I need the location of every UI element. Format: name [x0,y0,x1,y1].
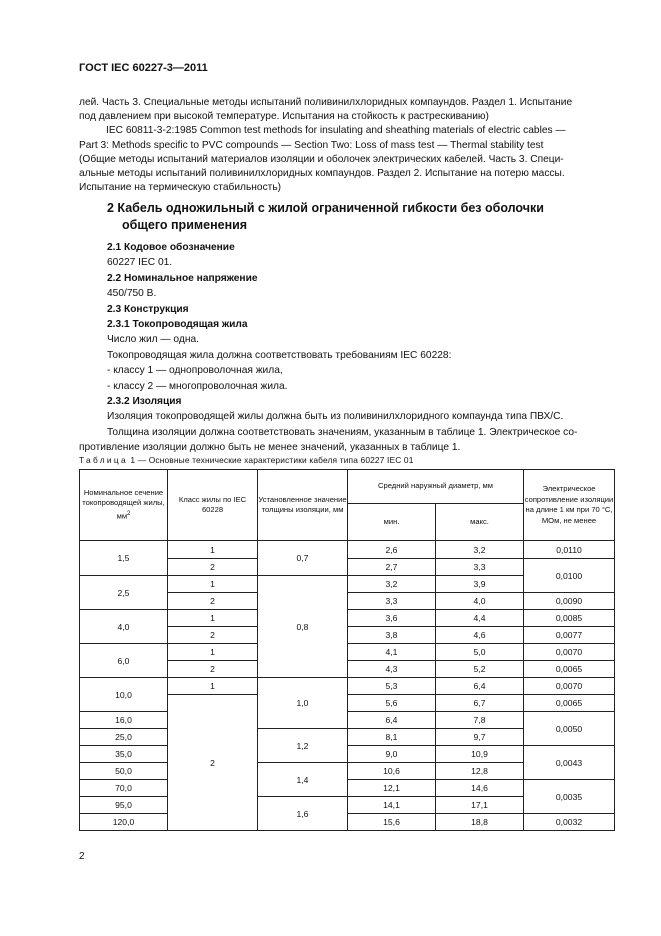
cell-class: 1 [168,644,258,661]
cell-max: 17,1 [436,797,524,814]
list-item: - классу 1 — однопроволочная жила, [107,365,283,377]
section-title-line: 2 Кабель одножильный с жилой ограниченной гибкости без оболочки [107,201,544,215]
cell-min: 10,6 [348,763,436,780]
intro-line: Испытание на термическую стабильность) [79,182,282,194]
section-title-line: общего применения [122,218,248,232]
cell-min: 6,4 [348,712,436,729]
cell-class: 2 [168,627,258,644]
cell-max: 3,3 [436,559,524,576]
data-table [79,469,615,831]
section-title [107,200,544,234]
cell-section: 2,5 [80,576,168,610]
cell-min: 9,0 [348,746,436,763]
cell-min: 5,3 [348,678,436,695]
cell-section: 16,0 [80,712,168,729]
body-line: 450/750 В. [107,288,157,300]
cell-class: 1 [168,610,258,627]
intro-text [79,96,614,195]
list-item: - классу 2 — многопроволочная жила. [107,380,288,392]
cell-min: 3,3 [348,593,436,610]
cell-min: 15,6 [348,814,436,831]
cell-min: 3,6 [348,610,436,627]
table-row [80,644,615,661]
table-caption-text: 1 — Основные технические характеристики кабеля типа 60227 IEC 01 [127,455,414,465]
header-min: мин. [348,504,436,541]
cell-min: 14,1 [348,797,436,814]
cell-max: 7,8 [436,712,524,729]
intro-line: лей. Часть 3. Специальные методы испытаний поливинилхлоридных компаундов. Раздел 1. Испытание [79,97,573,108]
cell-max: 5,2 [436,661,524,678]
body-line: Число жил — одна. [107,334,199,346]
cell-max: 4,4 [436,610,524,627]
cell-section: 10,0 [80,678,168,712]
page-number: 2 [79,851,85,862]
cell-thickness: 1,2 [258,729,348,763]
document-header: ГОСТ IEC 60227-3—2011 [79,62,208,74]
cell-max: 6,7 [436,695,524,712]
intro-line: IEC 60811-3-2:1985 Common test methods for insulating and sheathing materials of electric cables — [106,125,566,137]
cell-min: 4,3 [348,661,436,678]
subsection-title: 2.3.2 Изоляция [107,396,182,408]
intro-line: под давлением при высокой температуре. Испытания на стойкость к растрескиванию) [79,111,489,123]
header-diameter: Средний наружный диаметр, мм [348,470,524,504]
cell-max: 4,6 [436,627,524,644]
table-row [80,541,615,559]
cell-class: 2 [168,661,258,678]
cell-class: 1 [168,678,258,695]
subsection-title: 2.2 Номинальное напряжение [107,272,258,284]
cell-thickness: 1,6 [258,797,348,831]
cell-section: 70,0 [80,780,168,797]
cell-max: 6,4 [436,678,524,695]
table-caption-label: Таблица [79,455,128,465]
cell-max: 12,8 [436,763,524,780]
subsection-title: 2.1 Кодовое обозначение [107,242,235,253]
cell-max: 10,9 [436,746,524,763]
cell-resistance: 0,0070 [524,644,615,661]
cell-max: 3,9 [436,576,524,593]
cell-resistance: 0,0032 [524,814,615,831]
cell-resistance: 0,0070 [524,678,615,695]
cell-min: 3,2 [348,576,436,593]
cell-resistance: 0,0090 [524,593,615,610]
table-row [80,610,615,627]
cell-thickness: 1,0 [258,678,348,729]
cell-resistance: 0,0100 [524,559,615,593]
table-row [80,746,615,763]
intro-line: Part 3: Methods specific to PVC compounds — Section Two: Loss of mass test — Thermal stability test [79,139,544,151]
body-line: противление изоляции должно быть не менее значений, указанных в таблице 1. [79,442,461,454]
cell-min: 2,7 [348,559,436,576]
cell-resistance: 0,0065 [524,661,615,678]
cell-section: 25,0 [80,729,168,746]
cell-resistance: 0,0065 [524,695,615,712]
cell-min: 8,1 [348,729,436,746]
section-body [79,240,614,456]
cell-class: 2 [168,695,258,831]
table-row [80,780,615,797]
cell-thickness: 1,4 [258,763,348,797]
cell-resistance: 0,0077 [524,627,615,644]
cell-max: 9,7 [436,729,524,746]
body-line: Изоляция токопроводящей жилы должна быть из поливинилхлоридного компаунда типа ПВХ/С. [107,411,564,423]
cell-section: 50,0 [80,763,168,780]
header-resistance: Электрическое сопротивление изоляции на длине 1 км при 70 °С, МОм, не менее [524,470,615,541]
cell-min: 5,6 [348,695,436,712]
cell-class: 1 [168,576,258,593]
cell-min: 4,1 [348,644,436,661]
cell-section: 95,0 [80,797,168,814]
cell-resistance: 0,0050 [524,712,615,746]
cell-max: 14,6 [436,780,524,797]
table-header-row [80,470,615,504]
cell-resistance: 0,0035 [524,780,615,814]
body-line: 60227 IEC 01. [107,257,173,269]
cell-section: 6,0 [80,644,168,678]
cell-thickness: 0,7 [258,541,348,576]
table-row [80,678,615,695]
cell-class: 2 [168,559,258,576]
cell-max: 18,8 [436,814,524,831]
cell-max: 4,0 [436,593,524,610]
cell-resistance: 0,0085 [524,610,615,627]
cell-resistance: 0,0043 [524,746,615,780]
cell-max: 3,2 [436,541,524,559]
intro-line: альные методы испытаний поливинилхлоридных компаундов. Раздел 2. Испытание на потерю массы. [79,168,565,180]
cell-thickness: 0,8 [258,576,348,678]
cell-resistance: 0,0110 [524,541,615,559]
table-row [80,814,615,831]
cell-section: 1,5 [80,541,168,576]
header-class: Класс жилы по IEC 60228 [168,470,258,541]
body-line: Толщина изоляции должна соответствовать значениям, указанным в таблице 1. Электрическое со- [107,426,578,438]
table-caption [79,455,414,465]
cell-min: 12,1 [348,780,436,797]
header-max: макс. [436,504,524,541]
body-line: Токопроводящая жила должна соответствовать требованиям IEC 60228: [107,349,452,361]
cell-section: 4,0 [80,610,168,644]
table-row [80,712,615,729]
cell-min: 2,6 [348,541,436,559]
header-thickness: Установленное значение толщины изоляции, мм [258,470,348,541]
cell-min: 3,8 [348,627,436,644]
subsection-title: 2.3.1 Токопроводящая жила [107,319,248,331]
cell-section: 120,0 [80,814,168,831]
cell-max: 5,0 [436,644,524,661]
intro-line: (Общие методы испытаний материалов изоляции и оболочек электрических кабелей. Часть 3. Специ- [79,153,564,165]
cell-section: 35,0 [80,746,168,763]
cell-class: 2 [168,593,258,610]
cell-class: 1 [168,541,258,559]
subsection-title: 2.3 Конструкция [107,303,189,315]
header-section: Номинальное сечение токопроводящей жилы, $мм^2$ [80,470,168,541]
